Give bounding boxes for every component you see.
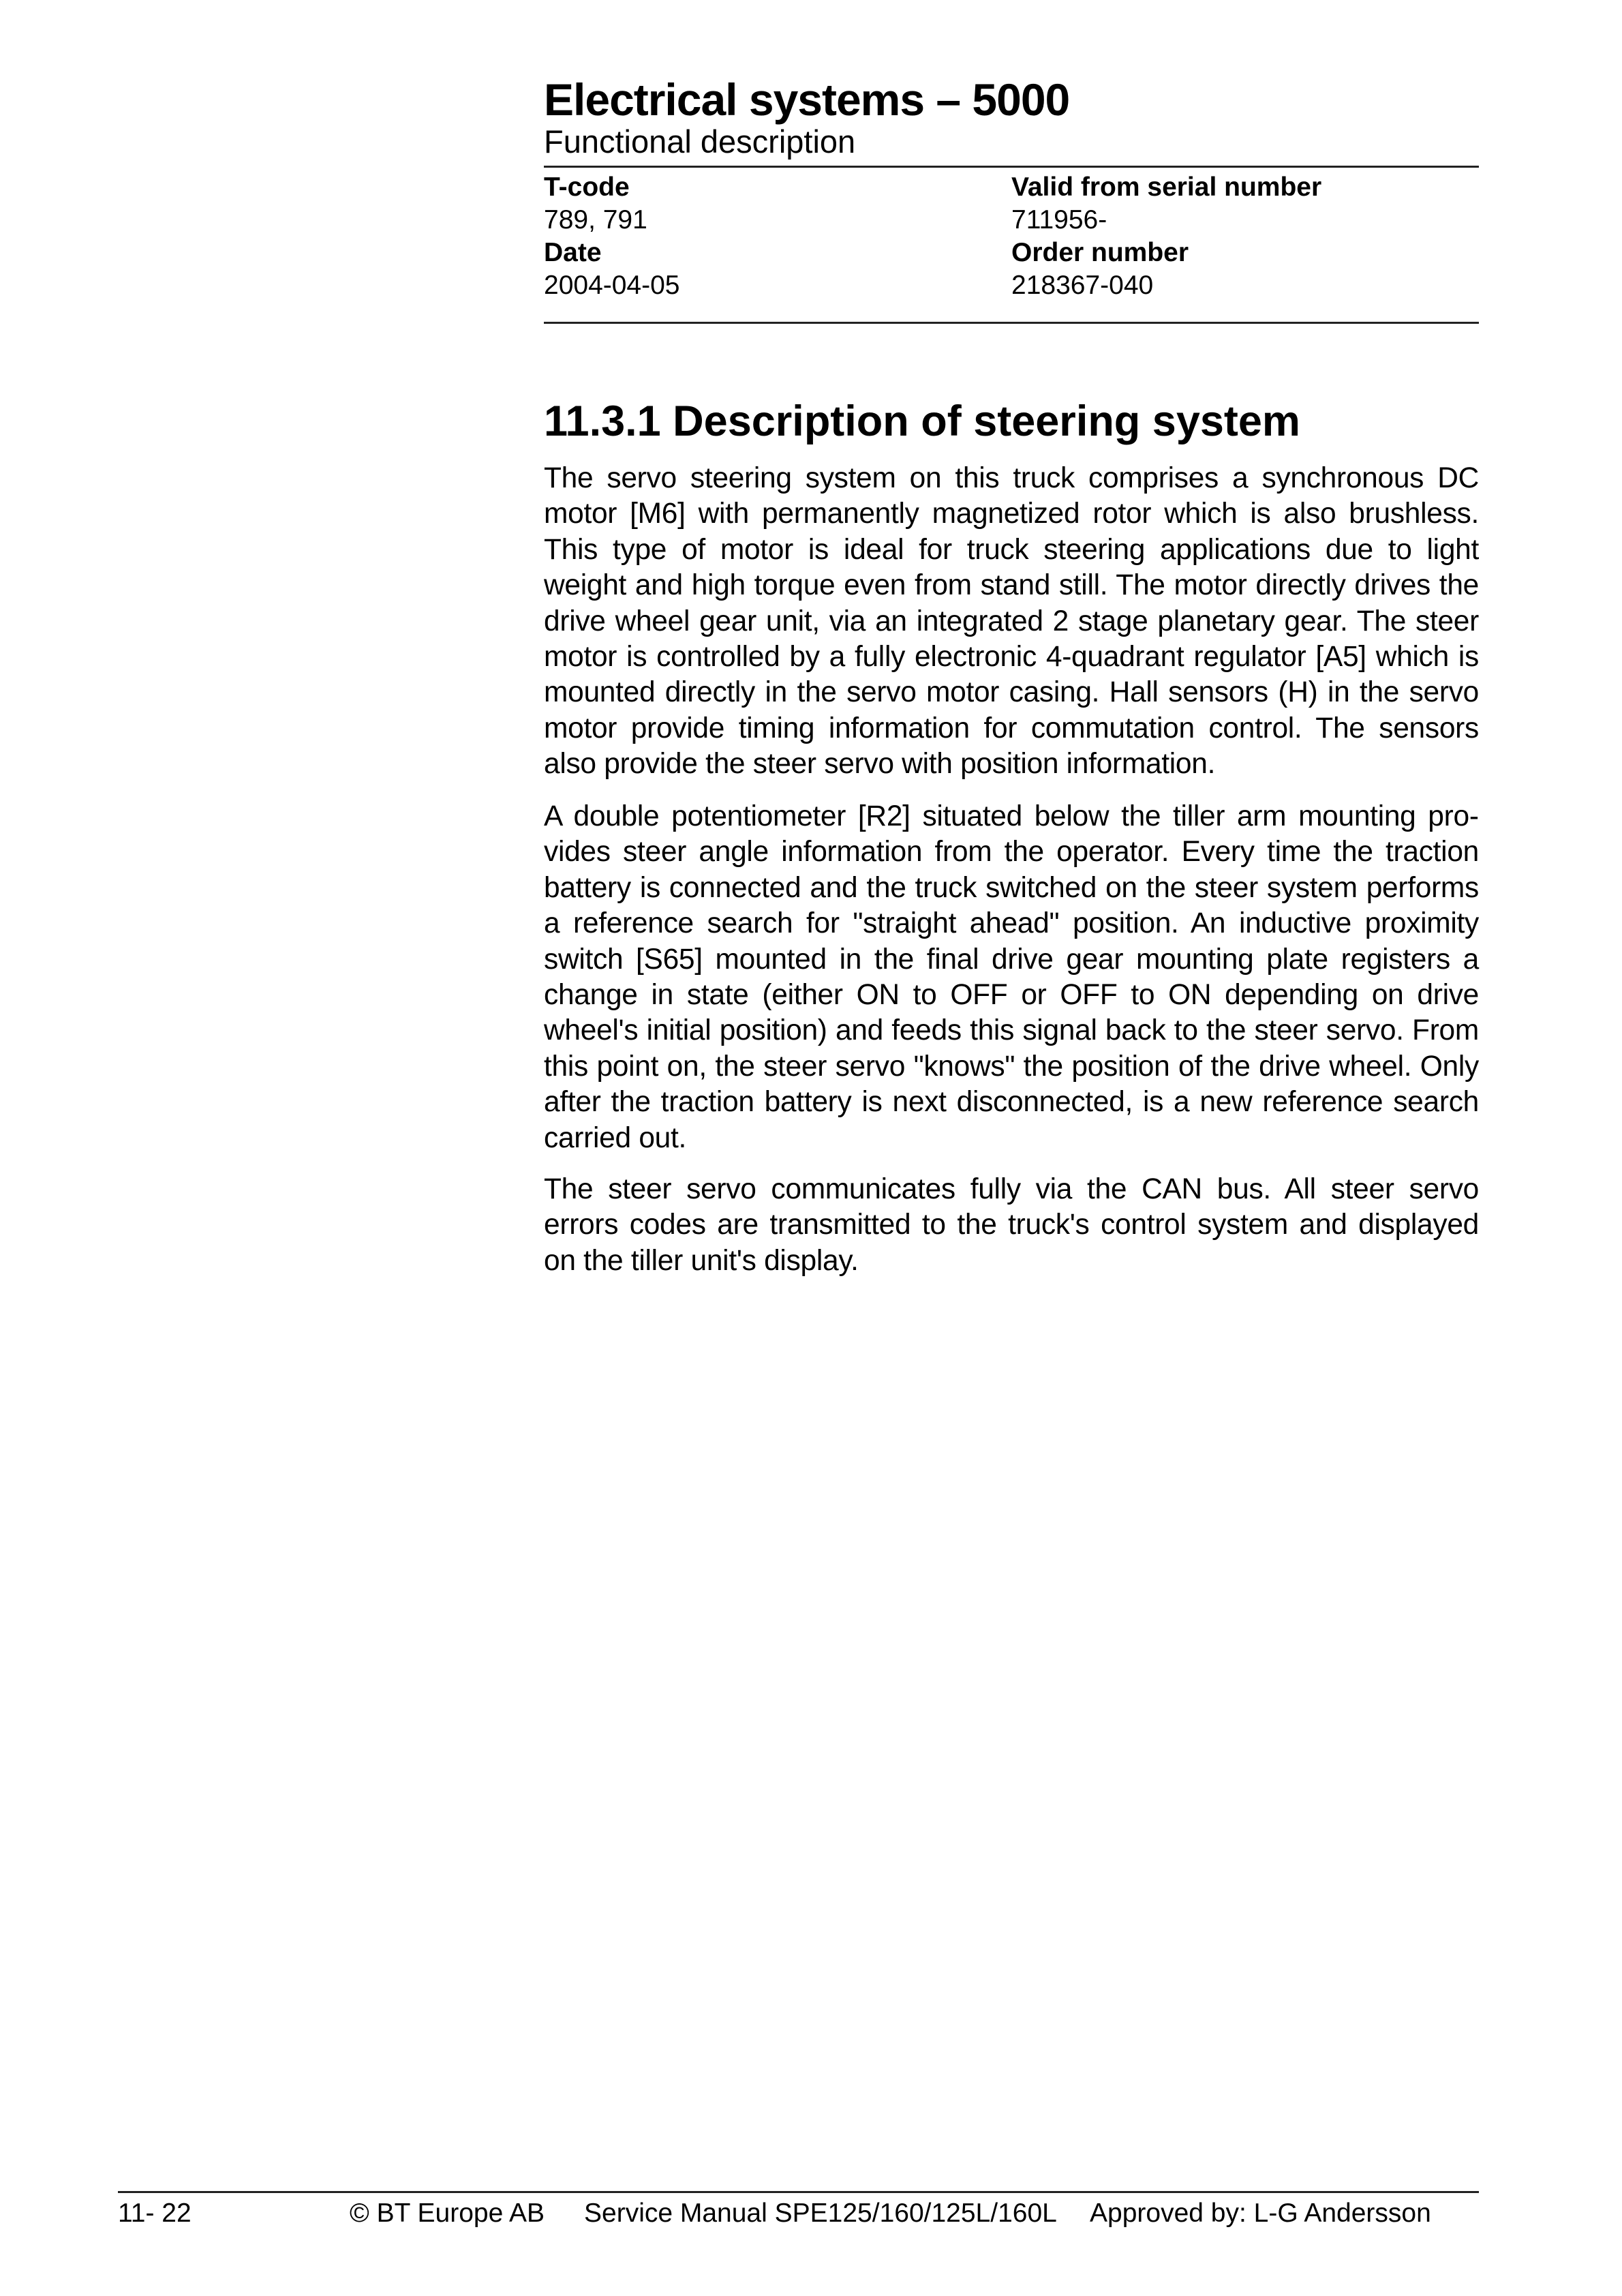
footer-manual: Service Manual SPE125/160/125L/160L bbox=[584, 2199, 1057, 2228]
section-heading: 11.3.1 Description of steering system bbox=[544, 397, 1300, 445]
tcode-label: T-code bbox=[544, 172, 630, 202]
paragraph-1: The servo steering system on this truck comprises a synchronous DC motor [M6] with permanently magnetized rotor which is also brushless. This type of motor is ideal for truck steering applications due to light weight and high torque even from stand still. The motor directly drives the drive wheel gear unit, via an integrated 2 stage planetary gear. The steer motor is controlled by a fully electronic 4-quadrant regulator [A5] which is mounted directly in the servo motor casing. Hall sensors (H) in the servo motor provide timing information for commutation control. The sensors also provide the steer servo with position information. bbox=[544, 462, 1479, 781]
tcode-value: 789, 791 bbox=[544, 205, 647, 235]
serial-value: 711956- bbox=[1011, 205, 1107, 235]
order-value: 218367-040 bbox=[1011, 271, 1154, 300]
date-label: Date bbox=[544, 238, 602, 267]
order-label: Order number bbox=[1011, 238, 1189, 267]
footer-copyright: © BT Europe AB bbox=[350, 2199, 545, 2228]
page-number: 11- 22 bbox=[118, 2199, 192, 2228]
meta-tcode bbox=[544, 171, 680, 302]
paragraph-3: The steer servo communicates fully via the CAN bus. All steer servo errors codes are transmitted to the truck's control system and displayed on the tiller unit's display. bbox=[544, 1173, 1479, 1277]
footer-approved: Approved by: L-G Andersson bbox=[1090, 2199, 1431, 2228]
footer-divider bbox=[118, 2191, 1479, 2193]
document-subtitle: Functional description bbox=[544, 123, 856, 160]
header-divider bbox=[544, 166, 1479, 168]
serial-label: Valid from serial number bbox=[1011, 172, 1322, 202]
date-value: 2004-04-05 bbox=[544, 271, 680, 300]
meta-serial bbox=[1011, 171, 1321, 302]
meta-divider bbox=[544, 322, 1479, 324]
paragraph-2: A double potentiometer [R2] situated below the tiller arm mounting provides steer angle information from the operator. Every time the traction battery is connected and the truck switched on the steer system performs a reference search for "straight ahead" position. An inductive proximity switch [S65] mounted in the final drive gear mounting plate registers a change in state (either ON to OFF or OFF to ON depending on drive wheel's initial position) and feeds this signal back to the steer servo. From this point on, the steer servo "knows" the position of the drive wheel. Only after the traction battery is next disconnected, is a new reference search carried out. bbox=[544, 800, 1479, 1154]
document-title: Electrical systems – 5000 bbox=[544, 74, 1070, 125]
